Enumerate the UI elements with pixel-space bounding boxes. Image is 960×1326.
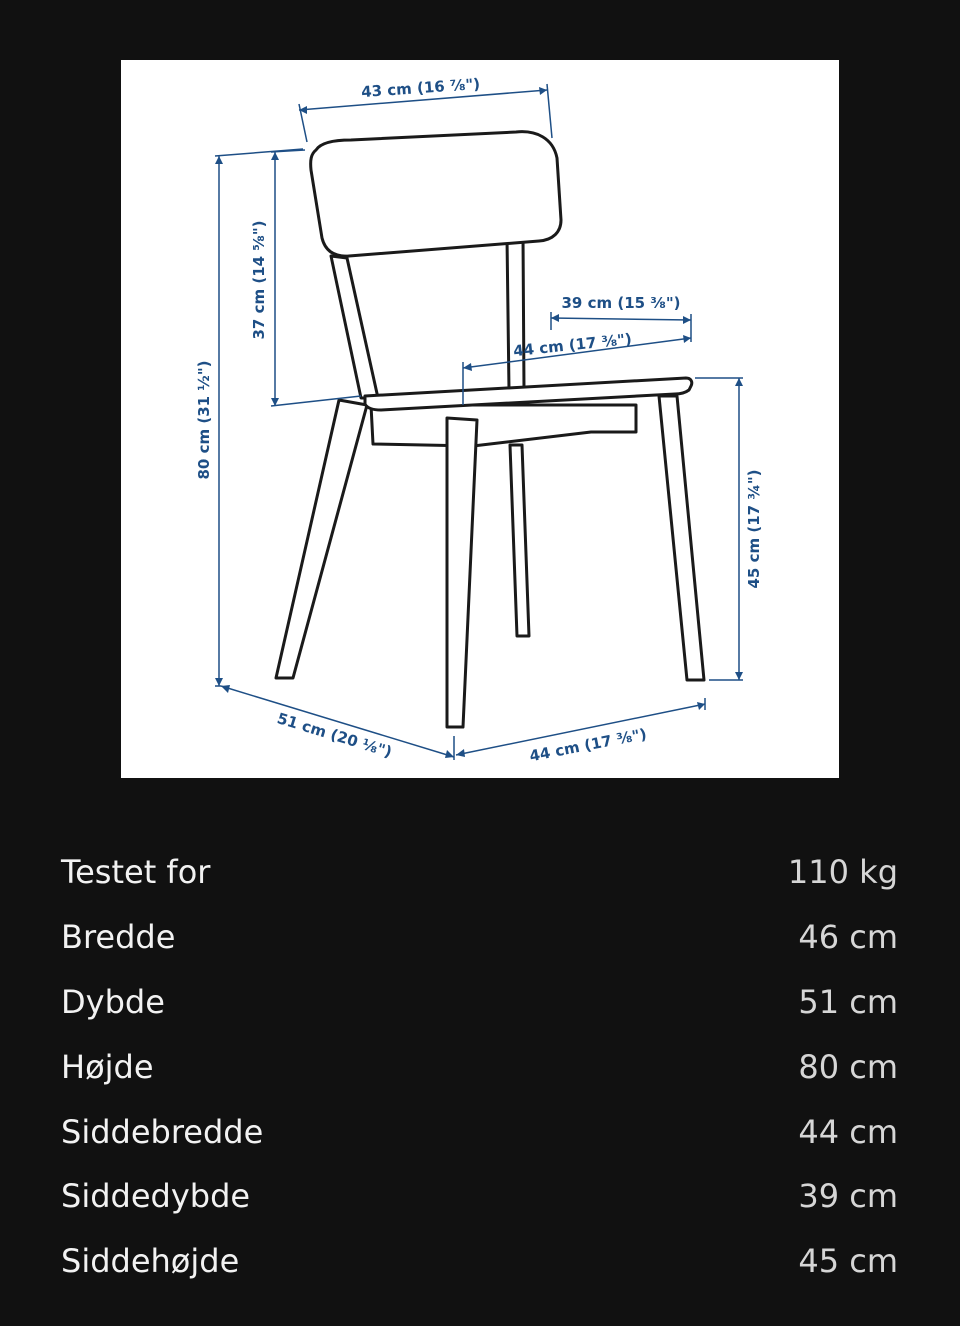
spec-row-depth xyxy=(61,970,898,1035)
spec-row-seat-width xyxy=(61,1099,898,1164)
spec-value: 45 cm xyxy=(798,1242,898,1281)
rear-right-leg xyxy=(510,445,529,636)
spec-row-width xyxy=(61,905,898,970)
spec-label: Dybde xyxy=(61,982,165,1021)
spec-row-tested-for xyxy=(61,840,898,905)
rear-left-leg xyxy=(276,400,367,678)
chair-dimension-drawing xyxy=(121,60,839,778)
backrest xyxy=(311,132,561,256)
back-height-dimension-label: 37 cm (14 ⅝") xyxy=(250,220,268,340)
back-upright-left xyxy=(331,256,378,398)
spec-row-height xyxy=(61,1034,898,1099)
seat-height-dimension-label: 45 cm (17 ¾") xyxy=(745,469,763,589)
specification-list xyxy=(61,840,898,1294)
spec-label: Testet for xyxy=(61,853,211,892)
spec-value: 80 cm xyxy=(798,1047,898,1086)
chair-outline xyxy=(276,132,704,727)
seat-apron xyxy=(371,405,636,446)
spec-value: 46 cm xyxy=(798,918,898,957)
spec-label: Bredde xyxy=(61,918,176,957)
depth-dimension-label: 51 cm (20 ⅛") xyxy=(274,709,394,762)
spec-label: Højde xyxy=(61,1047,154,1086)
spec-row-seat-height xyxy=(61,1229,898,1294)
seat-depth-dimension-label: 39 cm (15 ⅜") xyxy=(561,294,681,312)
spec-value: 51 cm xyxy=(798,982,898,1021)
spec-value: 39 cm xyxy=(798,1177,898,1216)
seat-width-dimension-label: 44 cm (17 ⅜") xyxy=(512,329,633,361)
width-dimension-label: 43 cm (16 ⅞") xyxy=(360,74,481,102)
total-height-dimension-label: 80 cm (31 ½") xyxy=(195,360,213,480)
spec-label: Siddehøjde xyxy=(61,1242,240,1281)
spec-row-seat-depth xyxy=(61,1164,898,1229)
front-right-leg xyxy=(659,396,704,680)
spec-label: Siddedybde xyxy=(61,1177,251,1216)
base-width-dimension-label: 44 cm (17 ⅜") xyxy=(527,724,649,766)
back-upright-right xyxy=(507,236,524,390)
spec-value: 110 kg xyxy=(787,853,898,892)
product-dimensions-image xyxy=(121,60,839,778)
spec-label: Siddebredde xyxy=(61,1112,264,1151)
front-left-leg xyxy=(447,418,477,727)
spec-value: 44 cm xyxy=(798,1112,898,1151)
